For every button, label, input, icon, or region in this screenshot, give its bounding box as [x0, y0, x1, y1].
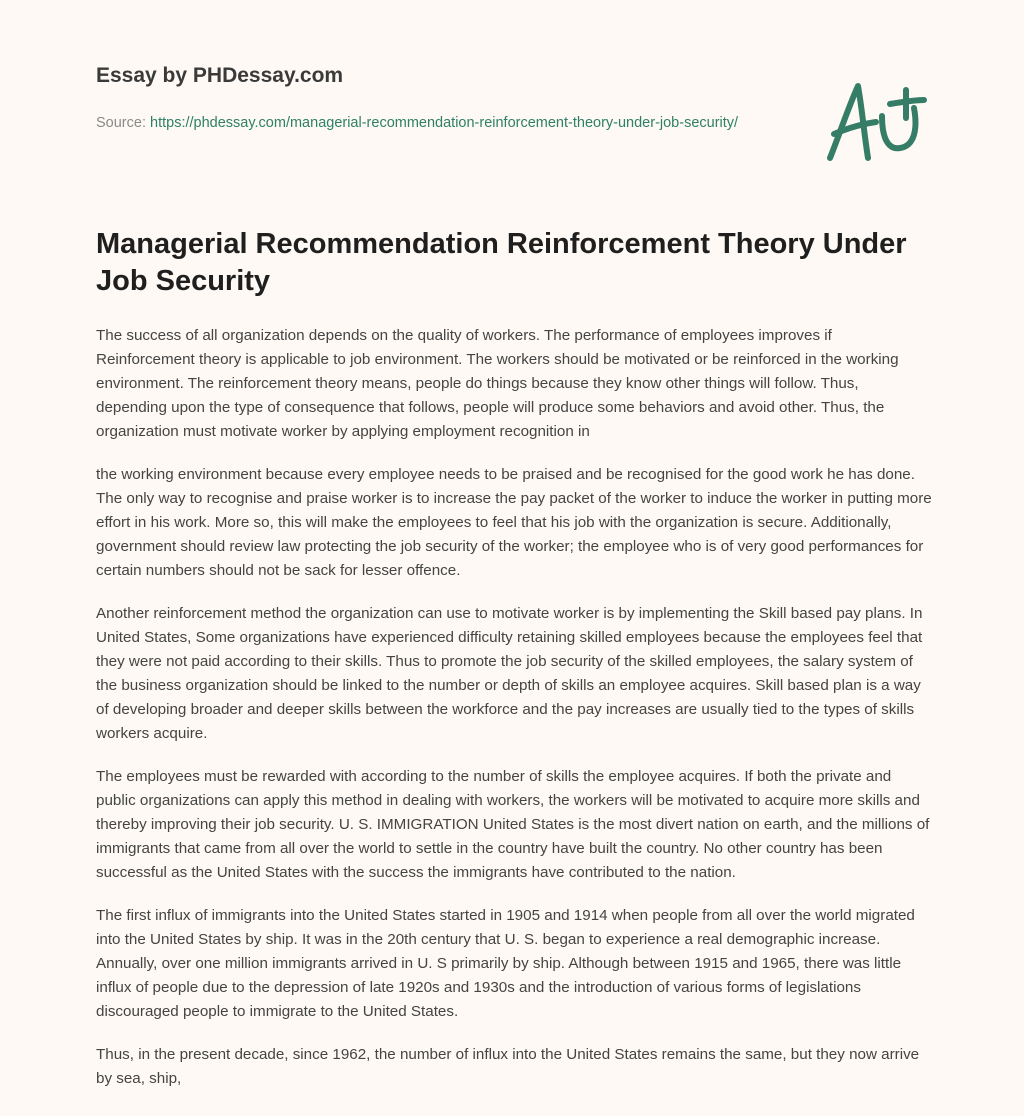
paragraph: The employees must be rewarded with according to the number of skills the employee acquires. If both the private and public organizations can apply this method in dealing with workers, the workers will be motivated to acquire more skills and thereby improving their job security. U. S. IMMIGRATION United States is the most divert nation on earth, and the millions of immigrants that came from all over the world to settle in the country have built the country. No other country has been successful as the United States with the success the immigrants have contributed to the nation.: [96, 768, 930, 881]
a-plus-logo-icon: [818, 78, 938, 170]
source-link[interactable]: https://phdessay.com/managerial-recommendation-reinforcement-theory-under-job-security/: [150, 115, 739, 131]
paragraph: The success of all organization depends on the quality of workers. The performance of employees improves if Reinforcement theory is applicable to job environment. The workers should be motivated or be reinforced in the working environment. The reinforcement theory means, people do things because they know other things will follow. Thus, depending upon the type of consequence that follows, people will produce some behaviors and avoid other. Thus, the organization must motivate worker by applying employment recognition in: [96, 327, 899, 440]
article-title: Managerial Recommendation Reinforcement Theory Under Job Security: [96, 228, 907, 297]
source-line: [96, 111, 776, 135]
paragraph: Thus, in the present decade, since 1962, the number of influx into the United States remains the same, but they now arrive by sea, ship,: [96, 1046, 920, 1087]
paragraph: the working environment because every employee needs to be praised and be recognised for the good work he has done. The only way to recognise and praise worker is to increase the pay packet of the worker to induce the worker in putting more effort in his work. More so, this will make the employees to feel that his job with the organization is secure. Additionally, government should review law protecting the job security of the worker; the employee who is of very good performances for certain numbers should not be sack for lesser offence.: [96, 466, 932, 579]
source-label: Source:: [96, 115, 146, 131]
article-body: [96, 324, 932, 1110]
site-title: Essay by PHDessay.com: [96, 64, 344, 87]
paragraph: The first influx of immigrants into the United States started in 1905 and 1914 when people from all over the world migrated into the United States by ship. It was in the 20th century that U. S. began to experience a real demographic increase. Annually, over one million immigrants arrived in U. S primarily by ship. Although between 1915 and 1965, there was little influx of people due to the depression of late 1920s and 1930s and the introduction of various forms of legislations discouraged people to immigrate to the United States.: [96, 907, 915, 1020]
paragraph: Another reinforcement method the organization can use to motivate worker is by implementing the Skill based pay plans. In United States, Some organizations have experienced difficulty retaining skilled employees because the employees feel that they were not paid according to their skills. Thus to promote the job security of the skilled employees, the salary system of the business organization should be linked to the number or depth of skills an employee acquires. Skill based plan is a way of developing broader and deeper skills between the workforce and the pay increases are usually tied to the types of skills workers acquire.: [96, 605, 923, 742]
